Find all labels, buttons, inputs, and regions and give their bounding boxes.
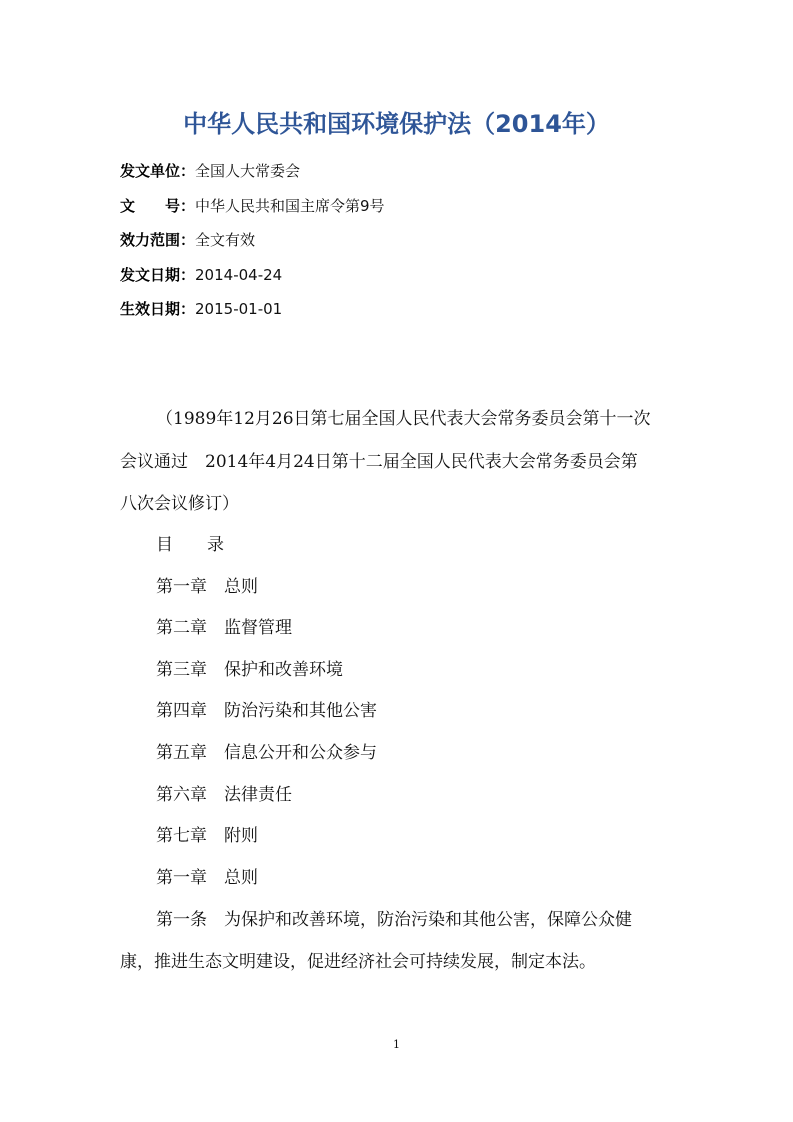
meta-doc-number-label: 文 号： xyxy=(120,197,196,215)
preamble-line-2: 会议通过 2014年4月24日第十二届全国人民代表大会常务委员会第 xyxy=(120,452,638,472)
article-1-line-1: 第一条 为保护和改善环境，防治污染和其他公害，保障公众健 xyxy=(156,910,632,930)
meta-scope-value: 全文有效 xyxy=(195,231,256,249)
article-1-line-2: 康，推进生态文明建设，促进经济社会可持续发展，制定本法。 xyxy=(120,952,596,972)
toc-item-chapter-4: 第四章 防治污染和其他公害 xyxy=(156,701,377,721)
meta-issue-date-value: 2014-04-24 xyxy=(195,266,283,284)
document-title: 中华人民共和国环境保护法（2014年） xyxy=(183,110,610,138)
toc-item-chapter-5: 第五章 信息公开和公众参与 xyxy=(156,743,377,763)
chapter-heading: 第一章 总则 xyxy=(156,868,258,888)
toc-item-chapter-3: 第三章 保护和改善环境 xyxy=(156,660,343,680)
meta-issuer xyxy=(120,160,680,182)
page-number: 1 xyxy=(393,1038,400,1051)
meta-scope xyxy=(120,229,680,251)
meta-issuer-value: 全国人大常委会 xyxy=(195,162,301,180)
toc-item-chapter-2: 第二章 监督管理 xyxy=(156,618,292,638)
preamble-line-1: （1989年12月26日第七届全国人民代表大会常务委员会第十一次 xyxy=(156,409,651,429)
meta-issuer-label: 发文单位： xyxy=(120,162,196,180)
meta-doc-number-value: 中华人民共和国主席令第9号 xyxy=(195,197,385,215)
meta-scope-label: 效力范围： xyxy=(120,231,196,249)
toc-item-chapter-6: 第六章 法律责任 xyxy=(156,785,292,805)
toc-heading: 目 录 xyxy=(156,535,224,555)
meta-effective-date-value: 2015-01-01 xyxy=(195,300,283,318)
preamble-line-3: 八次会议修订） xyxy=(120,494,239,514)
meta-effective-date xyxy=(120,298,680,320)
meta-issue-date xyxy=(120,264,680,286)
toc-item-chapter-1: 第一章 总则 xyxy=(156,577,258,597)
toc-item-chapter-7: 第七章 附则 xyxy=(156,826,258,846)
meta-effective-date-label: 生效日期： xyxy=(120,300,196,318)
meta-doc-number xyxy=(120,195,680,217)
meta-issue-date-label: 发文日期： xyxy=(120,266,196,284)
